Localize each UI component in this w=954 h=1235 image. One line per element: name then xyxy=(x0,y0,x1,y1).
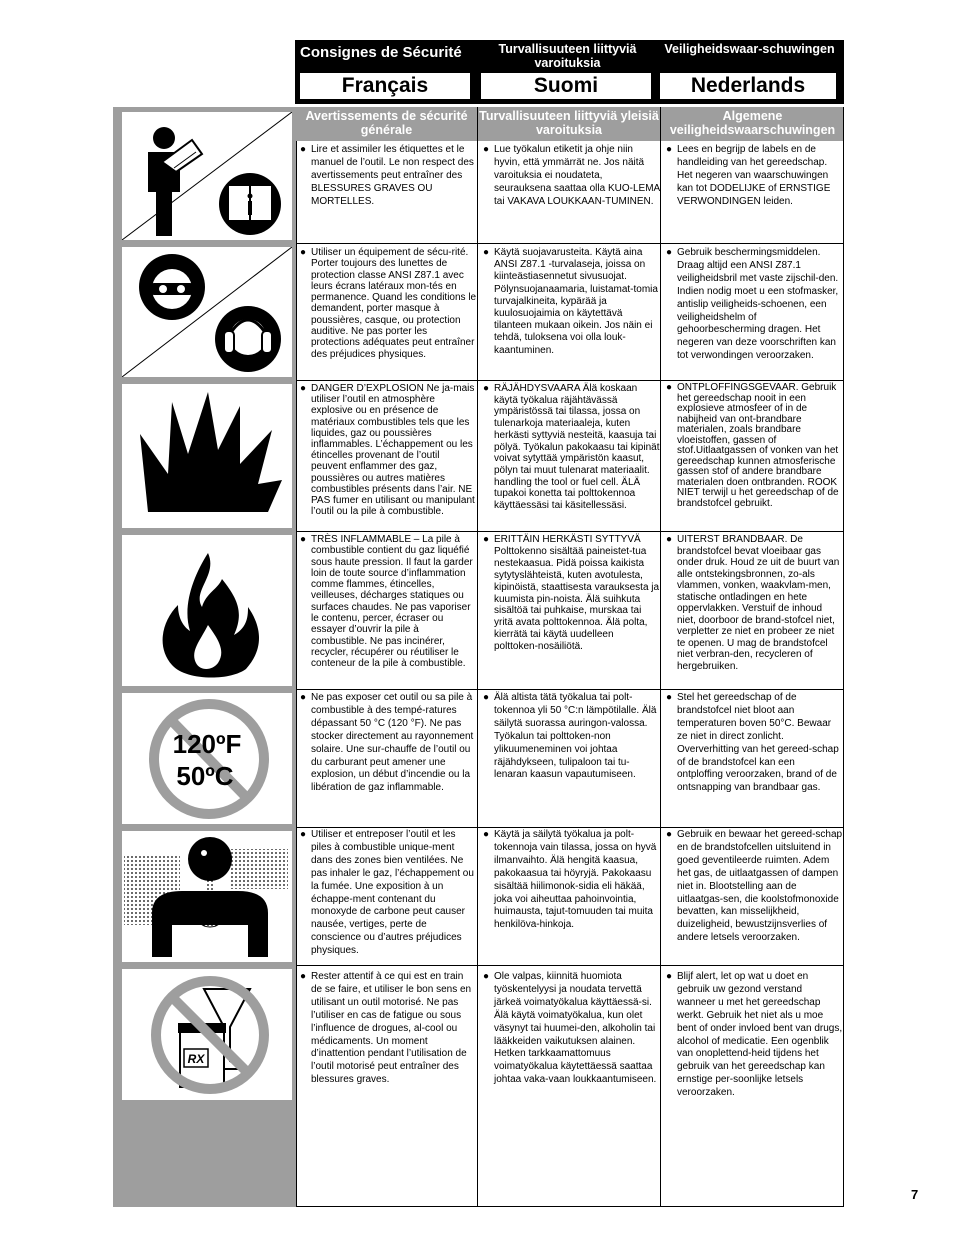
column-divider xyxy=(660,107,661,1207)
warning-text-nl-3: ● ONTPLOFFINGSGEVAAR. Gebruik het gereedschap nooit in een explosieve atmosfeer of in de nabijheid van ont-brandbare materialen, zoals brandbare vloeistoffen, gassen of stof.Uitlaatgassen of vonken van het gereedschap kunnen atmosferische gassen stof of andere brandbare materialen doen ontbranden. ROOK NIET terwijl u het gereedschap of de brandstofcel gebruikt. xyxy=(666,382,839,509)
bullet-icon: ● xyxy=(483,247,490,258)
flame-icon xyxy=(122,535,292,686)
bullet-icon: ● xyxy=(666,829,673,840)
language-label-fr: Français xyxy=(300,73,470,99)
row-divider xyxy=(296,243,844,244)
warning-text-nl-1: ● Lees en begrijp de labels en de handleiding van het gereedschap. Het negeren van waarschuwingen kan tot DODELIJKE of ERNSTIGE VERWONDINGEN leiden. xyxy=(666,144,831,207)
warning-text-fr-1: ● Lire et assimiler les étiquettes et le manuel de l’outil. Le non respect des avertissements peut entraîner des BLESSURES GRAVES OU MORTELLES. xyxy=(300,144,474,207)
row-divider xyxy=(296,1206,844,1207)
page-number: 7 xyxy=(911,1187,919,1202)
bullet-icon: ● xyxy=(300,144,307,155)
header-title-fr: Consignes de Sécurité xyxy=(300,44,462,61)
bullet-icon: ● xyxy=(300,971,307,982)
temp-label-f: 120ºF xyxy=(172,729,242,759)
column-header-fi: Turvallisuuteen liittyviä yleisiä varoituksia xyxy=(478,107,660,143)
warning-text-nl-4: ● UITERST BRANDBAAR. De brandstofcel bevat vloeibaar gas onder druk. Houd ze uit de buurt van alle ontstekingsbronnen, zo-als vlammen, vonken, waakvlam-men, statische ontladingen en hete oppervlakken. Verstuif de inhoud niet, doorboor de brand-stofcel niet, verpletter ze niet en probeer ze niet te openen. U mag de brandstofcel niet verbran-den, recycleren of hergebruiken. xyxy=(666,534,840,672)
header-title-fi: Turvallisuuteen liittyviä varoituksia xyxy=(498,42,637,70)
warning-text-fi-2: ● Käytä suojavarusteita. Käytä aina ANSI Z87.1 -turvalaseja, joissa on kiinteästiasennetut sivusuojat. Pölynsuojanaamaria, luistamat-tomia turvajalkineita, kypärää ja kuulosuojaimia on käytettävä tilanteen mukaan oikein. Jos näin ei tehdä, tuloksena voi olla louk-kaantuminen. xyxy=(483,247,658,356)
no-heat-120f-50c-icon xyxy=(122,693,292,824)
language-label-nl: Nederlands xyxy=(660,73,836,99)
read-manual-icon xyxy=(122,112,292,240)
protective-equipment-icon xyxy=(122,247,292,377)
warning-text-fr-3: ● DANGER D’EXPLOSION Ne ja-mais utiliser l’outil en atmosphère explosive ou en présence de matériaux combustibles tels que les liquides, gaz ou poussières inflammables. L’échappement ou les étincelles provenant de l’outil peuvent enflammer des gaz, poussières ou autres matières combustibles présents dans l’air. NE PAS fumer en utilisant ou manipulant l’outil ou la pile à combustible. xyxy=(300,383,475,518)
bullet-icon: ● xyxy=(483,829,490,840)
bullet-icon: ● xyxy=(666,247,673,258)
warning-text-fi-4: ● ERITTÄIN HERKÄSTI SYTTYVÄ Polttokenno sisältää paineistet-tua nestekaasua. Pidä poissa kaikista sytytyslähteistä, kuten avotulesta, kipinöistä, staattisesta varauksesta ja kuumista pin-noista. Älä suihkuta sisältöä tai puhkaise, murskaa tai yritä avata polttokennoa. Älä polta, kierrätä tai käytä uudelleen polttoken-nosäiliötä. xyxy=(483,534,660,653)
bullet-icon: ● xyxy=(300,247,307,258)
column-divider xyxy=(843,107,844,1207)
language-header xyxy=(295,40,844,104)
language-label-fi: Suomi xyxy=(481,73,651,99)
warning-text-nl-7: ● Blijf alert, let op wat u doet en gebruik uw gezond verstand wanneer u met het gereedschap werkt. Gebruik het niet als u moe bent of onder invloed bent van drugs, alcohol of medicatie. Een ogenblik van onoplettend-heid tijdens het gebruik van het gereedschap kan ernstige per-soonlijke letsels veroorzaken. xyxy=(666,971,843,1099)
warning-text-nl-6: ● Gebruik en bewaar het gereed-schap en de brandstofcellen uitsluitend in goed geventileerde ruimten. Adem het gas, de uitlaatgassen of dampen niet in. Blootstelling aan de uitlaatgas-sen, die koolstofmonoxide bevatten, kan misselijkheid, duizeligheid, bewustzijnsverlies of andere letsels veroorzaken. xyxy=(666,829,843,944)
bullet-icon: ● xyxy=(300,692,307,703)
bullet-icon: ● xyxy=(483,383,490,394)
warning-text-nl-2: ● Gebruik beschermingsmiddelen. Draag altijd een ANSI Z87.1 veiligheidsbril met vaste zijschil-den. Indien nodig moet u een stofmasker, antislip veiligheids-schoenen, een veiligheidshelm of gehoorbescherming dragen. Het negeren van deze voorschriften kan tot verwondingen veroorzaken. xyxy=(666,247,839,362)
temp-label-c: 50ºC xyxy=(176,761,234,791)
bullet-icon: ● xyxy=(483,144,490,155)
warning-text-fi-7: ● Ole valpas, kiinnitä huomiota työskentelyysi ja noudata tervettä järkeä voimatyökalua käyttäessä-si. Älä käytä voimatyökalua, kun olet väsynyt tai huumei-den, alkoholin tai lääkkeiden vaikutuksen alainen. Hetken tarkkaamattomuus voimatyökalua käytettäessä saattaa johtaa vaka-vaan loukkaantumiseen. xyxy=(483,971,657,1086)
bullet-icon: ● xyxy=(666,971,673,982)
warning-text-fi-1: ● Lue työkalun etiketit ja ohje niin hyvin, että ymmärrät ne. Jos näitä varoituksia ei noudateta, seurauksena saattaa olla KUO-LEMA tai VAKAVA LOUKKAAN-TUMINEN. xyxy=(483,144,660,207)
bullet-icon: ● xyxy=(300,829,307,840)
warning-text-fr-2: ● Utiliser un équipement de sécu-rité. Porter toujours des lunettes de protection classe ANSI Z87.1 avec leurs écrans latéraux mon-tés en permanence. Quand les conditions le demandent, porter masque à poussières, casque, ou protection auditive. Ne pas porter les protections adéquates peut entraîner des préjudices physiques. xyxy=(300,247,477,360)
warning-text-fi-3: ● RÄJÄHDYSVAARA Älä koskaan käytä työkalua räjähtävässä ympäristössä tai tilassa, jossa on tulenarkoja materiaaleja, kuten herkästi syttyviä nesteitä, kaasuja tai pölyä. Työkalun pakokaasu tai kipinät voivat sytyttää ympäristön kaasut, pölyn tai muut tulenarat materiaalit. handling the tool or fuel cell. ÄLÄ tupakoi konetta tai polttokennoa käyttäessäsi tai käsitellessäsi. xyxy=(483,383,660,512)
warning-text-fr-6: ● Utiliser et entreposer l’outil et les piles à combustible unique-ment dans des zones bien ventilées. Ne pas inhaler le gaz, l’échappement ou la fumée. Une exposition à un échappe-ment contenant du monoxyde de carbone peut causer nausée, vertiges, perte de conscience ou d’autres préjudices physiques. xyxy=(300,829,474,957)
row-divider xyxy=(296,827,844,828)
row-divider xyxy=(296,380,844,381)
warning-text-fr-5: ● Ne pas exposer cet outil ou sa pile à combustible à des tempé-ratures dépassant 50 °C (120 °F). Ne pas stocker directement au rayonnement solaire. Une sur-chauffe de l’outil ou du carburant peut amener une explosion, un début d’incendie ou la libération de gaz inflammable. xyxy=(300,692,474,794)
bullet-icon: ● xyxy=(666,382,673,393)
column-header-nl: Algemene veiligheidswaarschuwingen xyxy=(661,107,844,143)
row-divider xyxy=(296,531,844,532)
rx-label: RX xyxy=(187,1052,205,1066)
bullet-icon: ● xyxy=(483,534,490,545)
warning-text-nl-5: ● Stel het gereedschap of de brandstofcel niet bloot aan temperaturen boven 50°C. Bewaar ze niet in direct zonlicht. Oververhitting van het gereed-schap of de brandstofcel kan een ontploffing veroorzaken, brand of de ontsnapping van brandbaar gas. xyxy=(666,692,839,794)
header-title-nl: Veiligheidswaar-schuwingen xyxy=(664,42,835,56)
row-divider xyxy=(296,965,844,966)
warning-text-fi-5: ● Älä altista tätä työkalua tai polt-tokennoa yli 50 °C:n lämpötilalle. Älä säilytä suorassa auringon-valossa. Työkalun tai polttoken-non ylikuumeneminen voi johtaa räjähdykseen, tulipaloon tai tu-lenaran kaasun vapautumiseen. xyxy=(483,692,657,781)
bullet-icon: ● xyxy=(483,692,490,703)
bullet-icon: ● xyxy=(666,692,673,703)
bullet-icon: ● xyxy=(300,383,307,394)
explosion-icon xyxy=(122,384,292,528)
column-header-fr: Avertissements de sécurité générale xyxy=(296,107,477,143)
column-divider xyxy=(477,107,478,1207)
row-divider xyxy=(296,689,844,690)
bullet-icon: ● xyxy=(666,534,673,545)
toxic-fumes-icon xyxy=(122,831,292,962)
bullet-icon: ● xyxy=(300,534,307,545)
no-drugs-alcohol-icon xyxy=(122,969,292,1100)
bullet-icon: ● xyxy=(483,971,490,982)
bullet-icon: ● xyxy=(666,144,673,155)
warning-text-fr-4: ● TRÈS INFLAMMABLE – La pile à combustible contient du gaz liquéfié sous haute pression. Il faut la garder loin de toute source d’inflammation comme flammes, étincelles, veilleuses, décharges statiques ou surfaces chaudes. Ne pas vaporiser le contenu, percer, écraser ou essayer d’ouvrir la pile à combustible. Ne pas incinérer, recycler, récupérer ou réutiliser le conteneur de la pile à combustible. xyxy=(300,534,473,670)
warning-text-fi-6: ● Käytä ja säilytä työkalua ja polt-tokennoja vain tilassa, jossa on hyvä ilmanvaihto. Älä hengitä kaasua, pakokaasua tai höyryjä. Pakokaasu sisältää hiilimonok-sidia eli häkää, joka voi aiheuttaa pahoinvointia, huimausta, tajut-tomuuden tai muita henkilöva-hinkoja. xyxy=(483,829,657,931)
warning-text-fr-7: ● Rester attentif à ce qui est en train de se faire, et utiliser le bon sens en utilisant un outil motorisé. Ne pas l’utiliser en cas de fatigue ou sous l’influence de drogues, al-cool ou médicaments. Un moment d’inattention pendant l’utilisation de l’outil motorisé peut entraîner des blessures graves. xyxy=(300,971,472,1086)
